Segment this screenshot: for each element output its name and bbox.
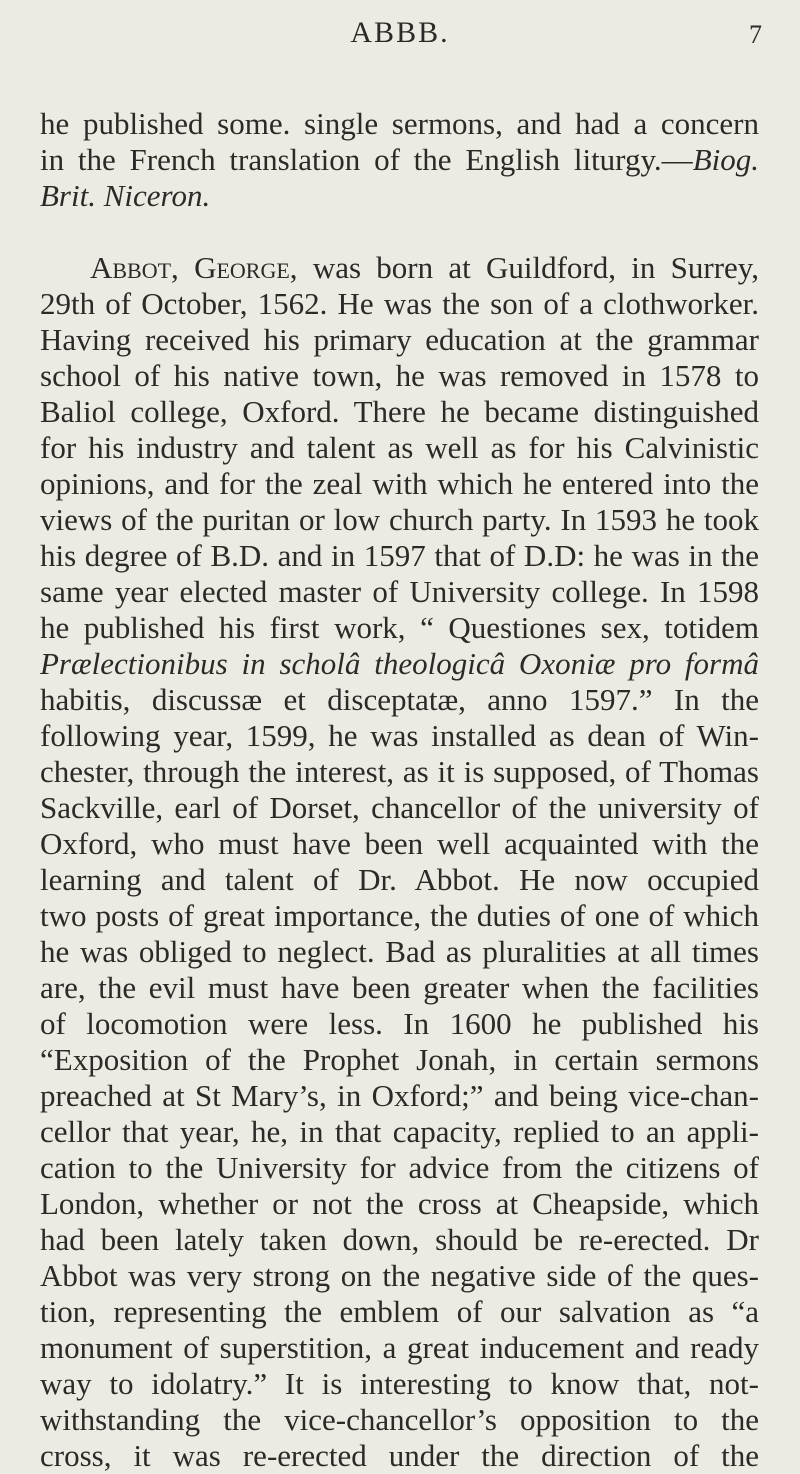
running-head-title: ABBB. — [350, 16, 450, 49]
entry-first-line — [90, 250, 759, 286]
text-line: opinions, and for the zeal with which he entered into the — [40, 466, 759, 501]
text-line: are, the evil must have been greater when the facilities — [40, 970, 759, 1005]
text-line: of locomotion were less. In 1600 he published his — [40, 1006, 759, 1041]
text-line: tion, representing the emblem of our salvation as “a — [40, 1294, 759, 1329]
text-line: Sackville, earl of Dorset, chancellor of the university of — [40, 790, 759, 825]
text-line: way to idolatry.” It is interesting to know that, not- — [40, 1366, 759, 1401]
text-line: Oxford, who must have been well acquainted with the — [40, 826, 759, 861]
text-line: Having received his primary education at the grammar — [40, 322, 759, 357]
text-line: London, whether or not the cross at Cheapside, which — [40, 1186, 759, 1221]
text-line: learning and talent of Dr. Abbot. He now occupied — [40, 862, 759, 897]
text-line: school of his native town, he was removed in 1578 to — [40, 358, 759, 393]
text-line: same year elected master of University college. In 1598 — [40, 574, 759, 609]
text-line: he published some. single sermons, and had a concern — [40, 106, 759, 141]
text-line — [40, 142, 759, 178]
text-line: his degree of B.D. and in 1597 that of D.D: he was in the — [40, 538, 759, 573]
headword-surname: Abbot, — [90, 250, 179, 285]
text-line: monument of superstition, a great inducement and ready — [40, 1330, 759, 1365]
running-head — [0, 16, 800, 56]
text-line: Baliol college, Oxford. There he became distinguished — [40, 394, 759, 429]
text-line: habitis, discussæ et disceptatæ, anno 1597.” In the — [40, 682, 759, 717]
text-line-part: was born at Guildford, in Surrey, — [312, 250, 760, 285]
text-line: views of the puritan or low church party. In 1593 he took — [40, 502, 759, 537]
text-line: preached at St Mary’s, in Oxford;” and being vice-chan- — [40, 1078, 759, 1113]
text-line: had been lately taken down, should be re-erected. Dr — [40, 1222, 759, 1257]
text-line: “Exposition of the Prophet Jonah, in certain sermons — [40, 1042, 759, 1077]
text-line: Abbot was very strong on the negative side of the ques- — [40, 1258, 759, 1293]
text-line: cross, it was re-erected under the direction of the — [40, 1438, 759, 1473]
text-line: he was obliged to neglect. Bad as pluralities at all times — [40, 934, 759, 969]
text-line: cation to the University for advice from the citizens of — [40, 1150, 759, 1185]
text-line — [40, 178, 759, 214]
text-line: two posts of great importance, the duties of one of which — [40, 898, 759, 933]
source-citation: Brit. Niceron. — [40, 178, 211, 213]
text-line: withstanding the vice-chancellor’s opposition to the — [40, 1402, 759, 1437]
text-line: following year, 1599, he was installed as dean of Win- — [40, 718, 759, 753]
text-line: he published his first work, “ Questiones sex, totidem — [40, 610, 759, 645]
text-line-part: in the French translation of the English liturgy.— — [40, 142, 693, 177]
headword-forename: George, — [194, 250, 298, 285]
text-line: 29th of October, 1562. He was the son of a clothworker. — [40, 286, 759, 321]
source-citation: Biog. — [692, 142, 759, 177]
text-line: for his industry and talent as well as for his Calvinistic — [40, 430, 759, 465]
text-line: cellor that year, he, in that capacity, replied to an appli- — [40, 1114, 759, 1149]
page-number: 7 — [749, 20, 762, 49]
text-line-latin-title: Prælectionibus in scholâ theologicâ Oxoniæ pro formâ — [40, 646, 759, 681]
text-line: chester, through the interest, as it is supposed, of Thomas — [40, 754, 759, 789]
